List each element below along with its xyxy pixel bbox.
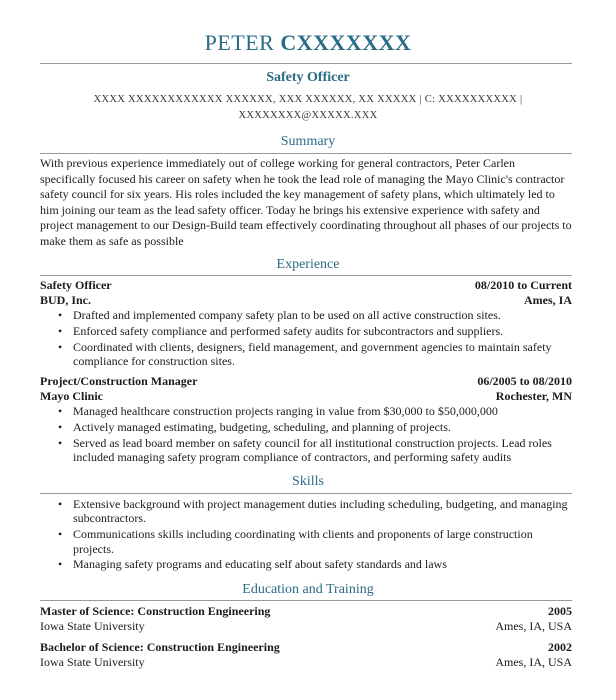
job-title-1: Safety Officer bbox=[40, 278, 112, 292]
summary-heading: Summary bbox=[280, 134, 336, 149]
list-item: • Coordinated with clients, designers, field management, and government agencies to maintain safety compliance for construction sites. bbox=[40, 340, 572, 369]
contact-line-2: XXXXXXXX@XXXXX.XXX bbox=[238, 110, 378, 121]
divider bbox=[40, 275, 572, 276]
education-school bbox=[40, 619, 572, 634]
last-name: CXXXXXXX bbox=[280, 30, 412, 55]
degree-2: Bachelor of Science: Construction Engineering bbox=[40, 640, 280, 654]
job-header bbox=[40, 278, 572, 293]
divider bbox=[40, 600, 572, 601]
first-name: PETER bbox=[204, 30, 275, 55]
job-title-2: Project/Construction Manager bbox=[40, 374, 198, 388]
school-1: Iowa State University bbox=[40, 619, 145, 633]
job-location-2: Rochester, MN bbox=[495, 389, 572, 403]
job-employer bbox=[40, 389, 572, 404]
contact-info bbox=[60, 92, 556, 124]
degree-1: Master of Science: Construction Engineering bbox=[40, 604, 271, 618]
list-item: • Actively managed estimating, budgeting, scheduling, and planning of projects. bbox=[40, 420, 572, 434]
summary-text: With previous experience immediately out of college working for general contractors, Peter Carlen specifically focused his career on safety when he took the lead role of managing the Mayo Clinic's contractor safety council for six years. His roles included the key management of safety plans, which ultimately led to him joining our team as the lead safety officer. Today he brings his extensive experience with safety and project management to our Design-Build team effectively coordinating throughout all phases of our projects to make them as safe as possible bbox=[40, 156, 572, 248]
education-entry bbox=[40, 640, 572, 655]
school-location-1: Ames, IA, USA bbox=[495, 619, 572, 633]
education-heading: Education and Training bbox=[242, 582, 374, 597]
year-1: 2005 bbox=[548, 604, 572, 618]
job-bullets-2 bbox=[40, 404, 572, 466]
job-company-2: Mayo Clinic bbox=[40, 389, 103, 403]
list-item: • Drafted and implemented company safety plan to be used on all active construction sites. bbox=[40, 308, 572, 322]
divider bbox=[40, 153, 572, 154]
job-header bbox=[40, 374, 572, 389]
list-item: • Extensive background with project management duties including scheduling, budgeting, and managing subcontractors. bbox=[40, 497, 572, 526]
list-item: • Managing safety programs and educating self about safety standards and laws bbox=[40, 557, 572, 571]
school-2: Iowa State University bbox=[40, 655, 145, 669]
list-item: • Managed healthcare construction projects ranging in value from $30,000 to $50,000,000 bbox=[40, 404, 572, 418]
job-employer bbox=[40, 293, 572, 308]
school-location-2: Ames, IA, USA bbox=[495, 655, 572, 669]
skills-list bbox=[40, 497, 572, 573]
divider bbox=[40, 493, 572, 494]
skills-heading: Skills bbox=[292, 474, 324, 489]
education-school bbox=[40, 655, 572, 670]
job-location-1: Ames, IA bbox=[524, 293, 572, 307]
list-item: • Served as lead board member on safety council for all institutional construction projects. Lead roles included managing safety program compliance of contractors, and performing safety audits bbox=[40, 436, 572, 465]
job-company-1: BUD, Inc. bbox=[40, 293, 92, 307]
list-item: • Communications skills including coordinating with clients and proponents of large construction projects. bbox=[40, 527, 572, 556]
year-2: 2002 bbox=[548, 640, 572, 654]
job-dates-2: 06/2005 to 08/2010 bbox=[477, 374, 572, 388]
contact-line-1: XXXX XXXXXXXXXXXX XXXXXX, XXX XXXXXX, XX XXXXX | C: XXXXXXXXXX | bbox=[93, 94, 523, 105]
divider bbox=[40, 63, 572, 64]
list-item: • Enforced safety compliance and performed safety audits for subcontractors and suppliers. bbox=[40, 324, 572, 338]
job-title: Safety Officer bbox=[266, 70, 350, 85]
experience-heading: Experience bbox=[276, 257, 340, 272]
candidate-name bbox=[0, 30, 616, 56]
job-dates-1: 08/2010 to Current bbox=[474, 278, 572, 292]
education-entry bbox=[40, 604, 572, 619]
job-bullets-1 bbox=[40, 308, 572, 370]
